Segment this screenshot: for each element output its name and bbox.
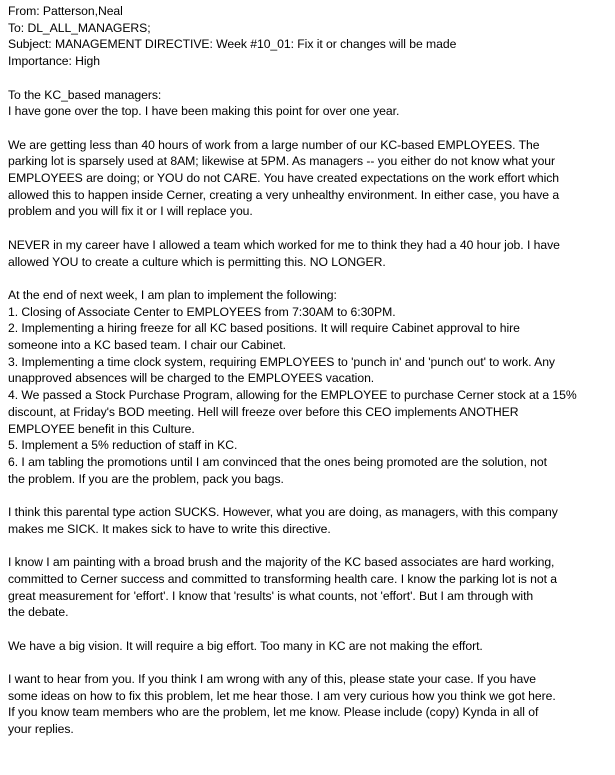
greeting-paragraph [8,87,607,120]
body-line: great measurement for 'effort'. I know that 'results' is what counts, not 'effort'. But I am through with [8,588,534,603]
body-line: NEVER in my career have I allowed a team which worked for me to think they had a 40 hour job. I have [8,237,560,252]
body-line: makes me SICK. It makes sick to have to write this directive. [8,521,331,536]
body-line: EMPLOYEES are doing; or YOU do not CARE. You have created expectations on the work effort which [8,171,560,185]
body-line: the debate. [8,605,69,620]
list-item [8,454,607,487]
plan-intro-line: At the end of next week, I am plan to implement the following: [8,287,337,302]
paragraph-1 [8,137,607,221]
body-line: I think this parental type action SUCKS. However, what you are doing, as managers, with this company [8,505,558,520]
from-line: From: Patterson,Neal [8,4,123,18]
paragraph-2 [8,237,607,270]
body-line: some ideas on how to fix this problem, let me hear those. I am very curious how you think we got here. [8,688,556,703]
list-line: the problem. If you are the problem, pack you bags. [8,471,284,486]
body-line: I want to hear from you. If you think I am wrong with any of this, please state your case. If you have [8,672,537,686]
body-line: allowed YOU to create a culture which is permitting this. NO LONGER. [8,254,386,269]
email-header [8,3,607,70]
list-line: 2. Implementing a hiring freeze for all KC based positions. It will require Cabinet approval to hire [8,321,520,336]
subject-line: Subject: MANAGEMENT DIRECTIVE: Week #10_01: Fix it or changes will be made [8,37,457,52]
list-line: discount, at Friday's BOD meeting. Hell will freeze over before this CEO implements ANOTHER [8,404,519,419]
body-line: allowed this to happen inside Cerner, creating a very unhealthy environment. In either case, you have a [8,187,560,202]
list-line: 3. Implementing a time clock system, requiring EMPLOYEES to 'punch in' and 'punch out' to work. Any [8,354,555,369]
list-line: someone into a KC based team. I chair our Cabinet. [8,338,286,352]
list-item [8,320,607,353]
list-item [8,437,607,454]
body-line: committed to Cerner success and committed to transforming health care. I know the parking lot is not a [8,571,558,586]
body-line: We are getting less than 40 hours of work from a large number of our KC-based EMPLOYEES. The [8,137,540,152]
list-line: unapproved absences will be charged to the EMPLOYEES vacation. [8,371,375,386]
list-line: 5. Implement a 5% reduction of staff in KC. [8,438,238,453]
list-line: 4. We passed a Stock Purchase Program, allowing for the EMPLOYEE to purchase Cerner stock at a 15% [8,388,577,403]
paragraph-5 [8,638,607,655]
list-line: EMPLOYEE benefit in this Culture. [8,421,195,436]
list-item [8,304,607,321]
paragraph-6 [8,671,607,738]
intro-line: I have gone over the top. I have been making this point for over one year. [8,104,400,119]
list-line: 6. I am tabling the promotions until I am convinced that the ones being promoted are the solution, not [8,454,547,469]
to-line: To: DL_ALL_MANAGERS; [8,20,151,35]
directive-list [8,287,607,487]
list-line: 1. Closing of Associate Center to EMPLOYEES from 7:30AM to 6:30PM. [8,304,396,319]
importance-line: Importance: High [8,54,101,69]
list-item [8,354,607,387]
paragraph-3 [8,504,607,537]
body-line: I know I am painting with a broad brush and the majority of the KC based associates are hard working, [8,555,555,570]
body-line: If you know team members who are the problem, let me know. Please include (copy) Kynda in all of [8,705,539,720]
list-item [8,387,607,437]
body-line: problem and you will fix it or I will replace you. [8,204,253,219]
body-line: your replies. [8,722,74,737]
body-line: We have a big vision. It will require a big effort. Too many in KC are not making the effort. [8,638,483,653]
greeting-line: To the KC_based managers: [8,87,162,102]
paragraph-4 [8,554,607,621]
body-line: parking lot is sparsely used at 8AM; likewise at 5PM. As managers -- you either do not know what your [8,154,556,169]
